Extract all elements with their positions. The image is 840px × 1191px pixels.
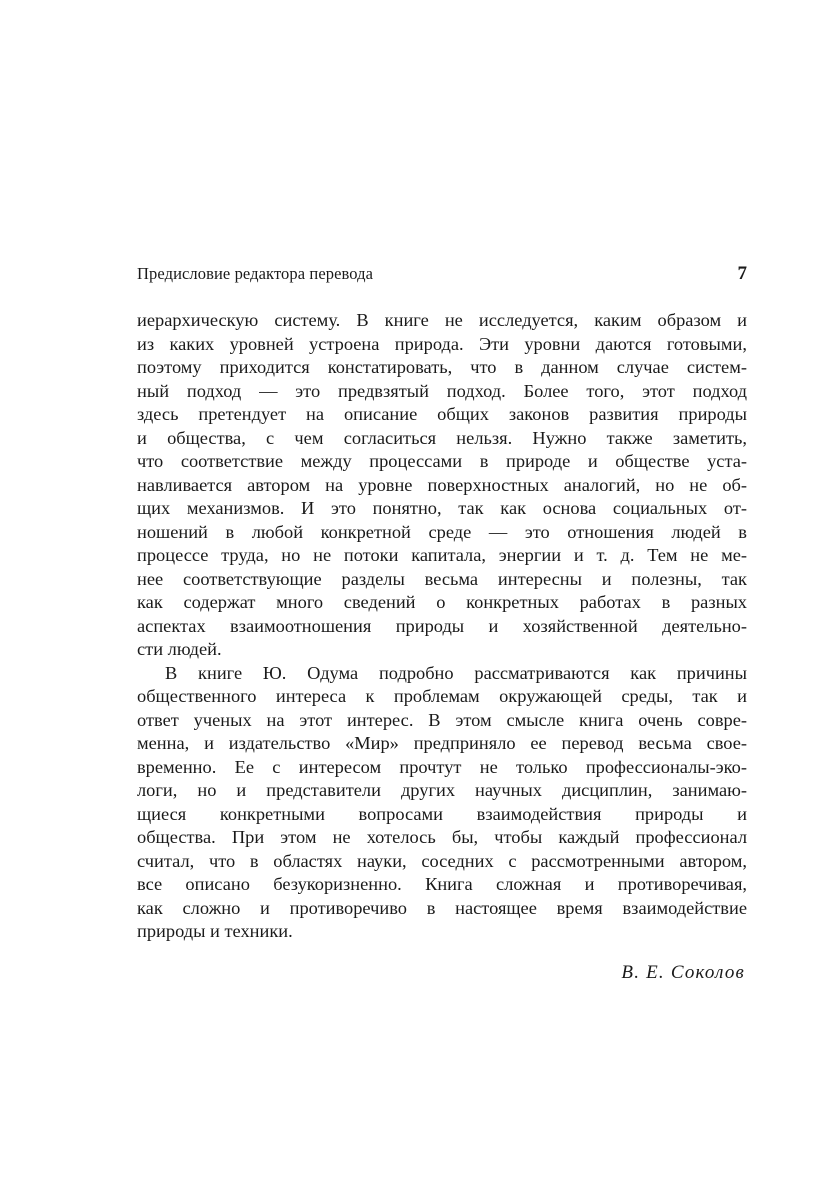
text-line: менна, и издательство «Мир» предприняло ее перевод весьма свое- bbox=[137, 733, 747, 753]
text-line: как содержат много сведений о конкретных работах в разных bbox=[137, 592, 747, 612]
text-line: временно. Ее с интересом прочтут не только профессионалы-эко- bbox=[137, 756, 747, 777]
text-line: считал, что в областях науки, соседних с рассмотренными автором, bbox=[137, 850, 747, 871]
text-line: общества. При этом не хотелось бы, чтобы каждый профессионал bbox=[137, 827, 747, 847]
text-line: из каких уровней устроена природа. Эти уровни даются готовыми, bbox=[137, 333, 747, 354]
text-line: ответ ученых на этот интерес. В этом смысле книга очень совре- bbox=[137, 709, 747, 730]
text-line: и общества, с чем согласиться нельзя. Нужно также заметить, bbox=[137, 427, 747, 448]
text-line: аспектах взаимоотношения природы и хозяйственной деятельно- bbox=[137, 615, 747, 636]
book-page bbox=[137, 263, 747, 984]
text-line: сти людей. bbox=[137, 639, 222, 659]
text-line: нее соответствующие разделы весьма интересны и полезны, так bbox=[137, 568, 747, 589]
text-line: что соответствие между процессами в природе и обществе уста- bbox=[137, 451, 747, 471]
text-line: щиеся конкретными вопросами взаимодействия природы и bbox=[137, 803, 747, 824]
text-line: навливается автором на уровне поверхностных аналогий, но не об- bbox=[137, 474, 747, 495]
text-line: логи, но и представители других научных дисциплин, занимаю- bbox=[137, 780, 747, 800]
text-line: все описано безукоризненно. Книга сложная и противоречивая, bbox=[137, 874, 747, 894]
text-line: общественного интереса к проблемам окружающей среды, так и bbox=[137, 686, 747, 706]
author-signature: В. Е. Соколов bbox=[621, 961, 745, 983]
text-line: В книге Ю. Одума подробно рассматриваются как причины bbox=[165, 662, 747, 683]
text-line: как сложно и противоречиво в настоящее время взаимодействие bbox=[137, 897, 747, 918]
page-number: 7 bbox=[737, 263, 747, 284]
text-line: ношений в любой конкретной среде — это отношения людей в bbox=[137, 521, 747, 542]
running-head bbox=[137, 263, 747, 293]
paragraph-1 bbox=[137, 309, 747, 662]
text-line: здесь претендует на описание общих законов развития природы bbox=[137, 404, 747, 424]
paragraph-2 bbox=[137, 662, 747, 944]
text-line: процессе труда, но не потоки капитала, энергии и т. д. Тем не ме- bbox=[137, 545, 747, 565]
text-line: щих механизмов. И это понятно, так как основа социальных от- bbox=[137, 498, 747, 518]
text-line: иерархическую систему. В книге не исследуется, каким образом и bbox=[137, 310, 747, 330]
text-line: поэтому приходится констатировать, что в данном случае систем- bbox=[137, 357, 747, 377]
body-text bbox=[137, 309, 747, 944]
text-line: ный подход — это предвзятый подход. Более того, этот подход bbox=[137, 380, 747, 401]
running-title: Предисловие редактора перевода bbox=[137, 264, 374, 283]
text-line: природы и техники. bbox=[137, 921, 293, 941]
